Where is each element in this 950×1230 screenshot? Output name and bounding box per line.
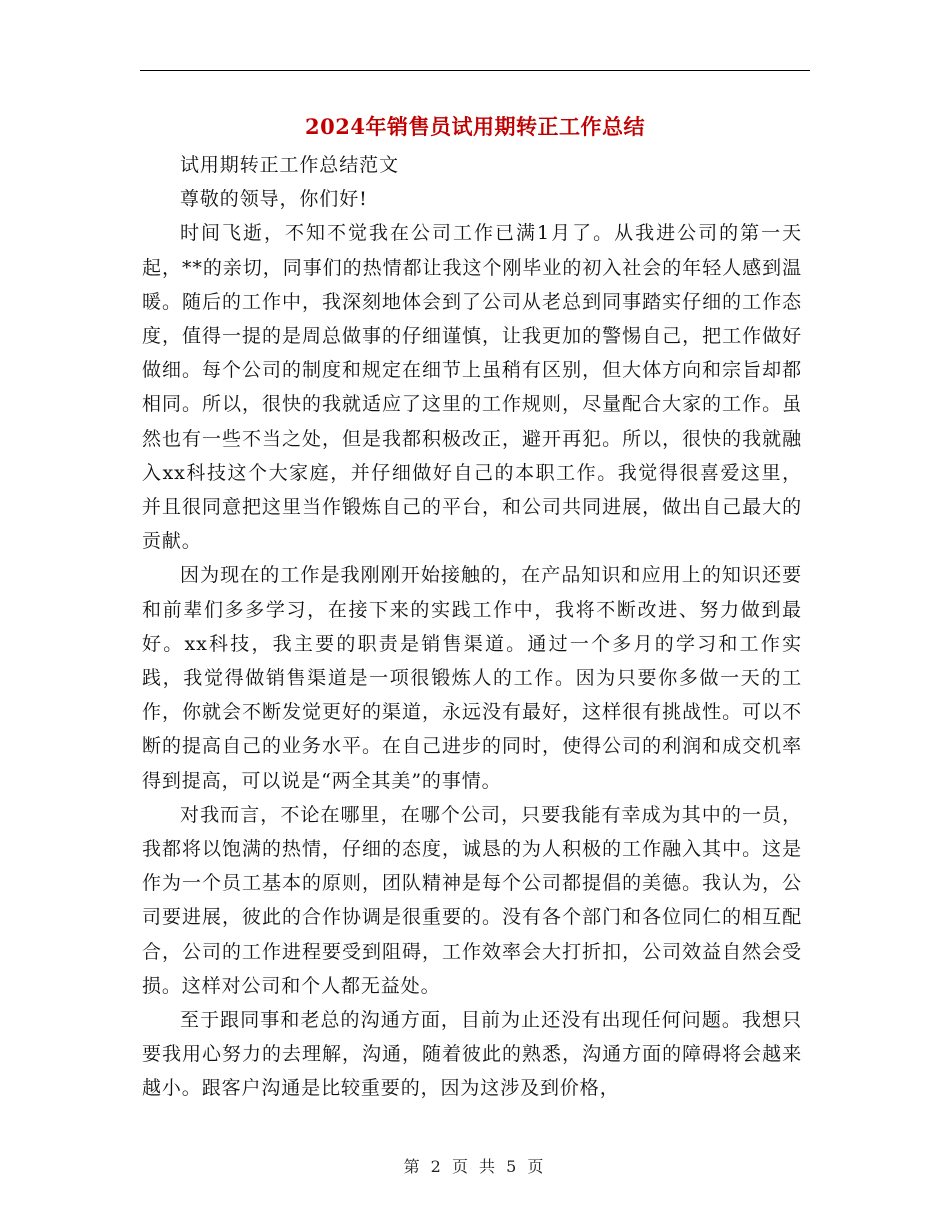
paragraph: 对我而言，不论在哪里，在哪个公司，只要我能有幸成为其中的一员，我都将以饱满的热情，仔细的态度，诚恳的为人积极的工作融入其中。这是作为一个员工基本的原则，团队精神是每个公司都提倡的美德。我认为，公司要进展，彼此的合作协调是很重要的。没有各个部门和各位同仁的相互配合，公司的工作进程要受到阻碍，工作效率会大打折扣，公司效益自然会受损。这样对公司和个人都无益处。: [142, 803, 802, 997]
paragraph-subtitle: 试用期转正工作总结范文: [180, 154, 399, 176]
document-title: 2024年销售员试用期转正工作总结: [305, 114, 645, 139]
page-number: 第 2 页 共 5 页: [403, 1157, 547, 1176]
document-body: [142, 148, 802, 1106]
header-rule: [140, 70, 810, 71]
paragraph: 因为现在的工作是我刚刚开始接触的，在产品知识和应用上的知识还要和前辈们多多学习，在接下来的实践工作中，我将不断改进、努力做到最好。xx科技，我主要的职责是销售渠道。通过一个多月的学习和工作实践，我觉得做销售渠道是一项很锻炼人的工作。因为只要你多做一天的工作，你就会不断发觉更好的渠道，永远没有最好，这样很有挑战性。可以不断的提高自己的业务水平。在自己进步的同时，使得公司的利润和成交机率得到提高，可以说是“两全其美”的事情。: [142, 564, 802, 792]
paragraph: 至于跟同事和老总的沟通方面，目前为止还没有出现任何问题。我想只要我用心努力的去理解，沟通，随着彼此的熟悉，沟通方面的障碍将会越来越小。跟客户沟通是比较重要的，因为这涉及到价格，: [142, 1009, 802, 1100]
paragraph: 时间飞逝，不知不觉我在公司工作已满1月了。从我进公司的第一天起，**的亲切，同事们的热情都让我这个刚毕业的初入社会的年轻人感到温暖。随后的工作中，我深刻地体会到了公司从老总到同事踏实仔细的工作态度，值得一提的是周总做事的仔细谨慎，让我更加的警惕自己，把工作做好做细。每个公司的制度和规定在细节上虽稍有区别，但大体方向和宗旨却都相同。所以，很快的我就适应了这里的工作规则，尽量配合大家的工作。虽然也有一些不当之处，但是我都积极改正，避开再犯。所以，很快的我就融入xx科技这个大家庭，并仔细做好自己的本职工作。我觉得很喜爱这里，并且很同意把这里当作锻炼自己的平台，和公司共同进展，做出自己最大的贡献。: [142, 222, 802, 553]
paragraph-greeting: 尊敬的领导，你们好!: [180, 188, 368, 211]
